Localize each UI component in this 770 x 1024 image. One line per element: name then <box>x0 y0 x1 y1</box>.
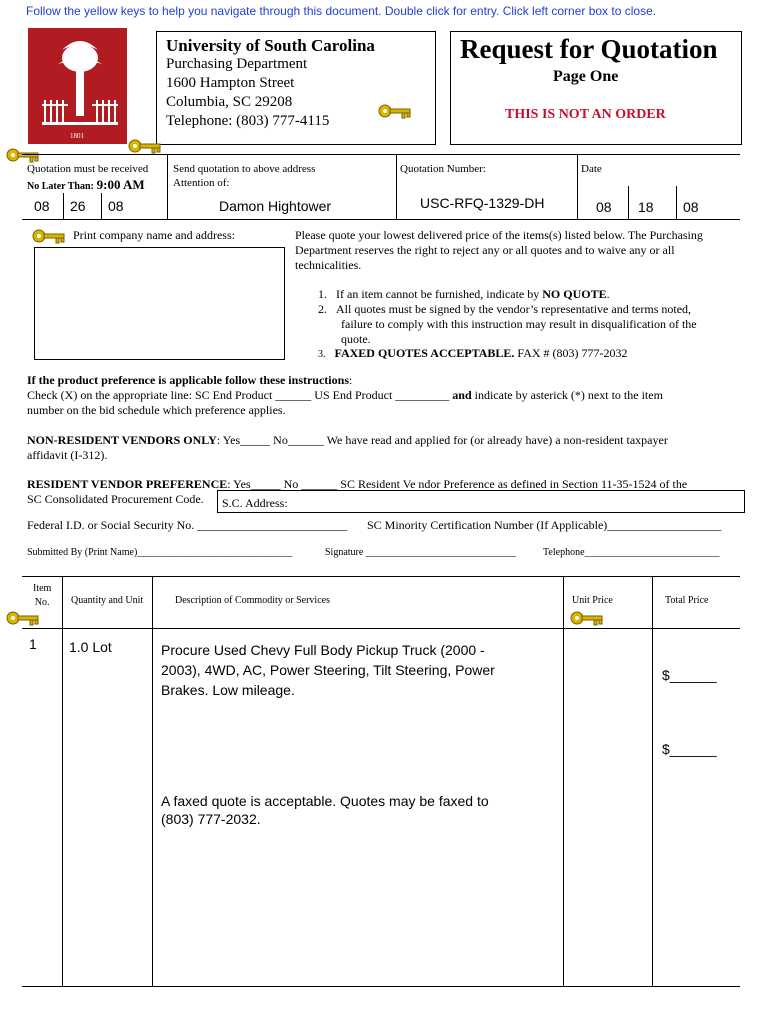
not-order-notice: THIS IS NOT AN ORDER <box>505 107 666 122</box>
row-quantity[interactable]: 1.0 Lot <box>69 639 112 655</box>
instructions-intro: Please quote your lowest delivered price of the items(s) listed below. The Purchasing Department reserves the right to reject any or all quotes and to waive any or all technicalities. <box>295 228 703 272</box>
department: Purchasing Department <box>166 56 308 72</box>
col-header-item-no: Item No. <box>33 583 52 608</box>
key-icon[interactable] <box>6 146 40 164</box>
row-description[interactable]: Procure Used Chevy Full Body Pickup Truck (2000 - 2003), 4WD, AC, Power Steering, Tilt Steering, Power Brakes. Low mileage. <box>161 642 495 698</box>
university-name: University of South Carolina <box>166 36 375 55</box>
date-divider <box>63 193 64 219</box>
col-header-quantity: Quantity and Unit <box>71 595 144 606</box>
date-day[interactable]: 18 <box>638 199 654 215</box>
divider <box>577 154 578 219</box>
fax-note: A faxed quote is acceptable. Quotes may be faxed to (803) 777-2032. <box>161 793 489 827</box>
company-address-field[interactable] <box>34 247 285 360</box>
table-top-border <box>22 576 740 577</box>
federal-id-label: Federal I.D. or Social Security No. _________________________ <box>27 518 348 532</box>
key-icon[interactable] <box>128 137 162 155</box>
minority-cert-label: SC Minority Certification Number (If Applicable)___________________ <box>367 518 722 532</box>
instruction-1: 1. If an item cannot be furnished, indicate by NO QUOTE. <box>318 287 610 301</box>
page-label: Page One <box>553 68 619 85</box>
telephone-field-label: Telephone___________________________ <box>543 547 720 558</box>
resident-line: RESIDENT VENDOR PREFERENCE: Yes_____ No ______ SC Resident Ve ndor Preference as defined in Section 11-35-1524 of the <box>27 477 688 491</box>
table-col-divider <box>152 576 153 986</box>
date-divider <box>101 193 102 219</box>
table-col-divider <box>652 576 653 986</box>
key-icon[interactable] <box>6 609 40 627</box>
row-total-2[interactable]: $______ <box>662 741 717 757</box>
logo-year: 1801 <box>70 132 84 140</box>
info-row-top <box>22 154 740 155</box>
city: Columbia, SC 29208 <box>166 94 293 110</box>
divider <box>167 154 168 219</box>
send-to-label: Send quotation to above address <box>173 163 316 175</box>
quotation-number-label: Quotation Number: <box>400 163 486 175</box>
telephone: Telephone: (803) 777-4115 <box>166 113 330 129</box>
preference-line-1: Check (X) on the appropriate line: SC End Product ______ US End Product _________ and indicate by asterick (*) next to the item <box>27 388 663 402</box>
divider <box>396 154 397 219</box>
attention-label: Attention of: <box>173 177 230 189</box>
col-header-unit-price: Unit Price <box>572 595 613 606</box>
date-divider <box>628 186 629 219</box>
resident-line-2: SC Consolidated Procurement Code. <box>27 492 204 506</box>
university-logo <box>28 28 127 144</box>
preference-line-2: number on the bid schedule which preference applies. <box>27 403 286 417</box>
non-resident-line: NON-RESIDENT VENDORS ONLY: Yes_____ No______ We have read and applied for (or already have) a non-resident taxpayer <box>27 433 668 447</box>
table-header-bottom <box>22 628 740 629</box>
deadline-month[interactable]: 08 <box>34 198 50 214</box>
table-bottom-border <box>22 986 740 987</box>
row-total-1[interactable]: $______ <box>662 667 717 683</box>
deadline-year[interactable]: 08 <box>108 198 124 214</box>
instruction-2-cont: failure to comply with this instruction may result in disqualification of the quote. <box>341 317 697 346</box>
company-label: Print company name and address: <box>73 228 235 242</box>
row-item-no[interactable]: 1 <box>29 636 37 652</box>
date-year[interactable]: 08 <box>683 199 699 215</box>
table-col-divider <box>563 576 564 986</box>
date-month[interactable]: 08 <box>596 199 612 215</box>
submitted-by-label: Submitted By (Print Name)_______________________________ <box>27 547 293 558</box>
key-icon[interactable] <box>570 609 604 627</box>
info-row-bottom <box>22 219 740 220</box>
sc-address-label: S.C. Address: <box>222 496 288 510</box>
key-icon[interactable] <box>32 227 66 245</box>
no-later-label: No Later Than: 9:00 AM <box>27 177 145 192</box>
attention-name[interactable]: Damon Hightower <box>219 198 332 214</box>
instruction-2: 2. All quotes must be signed by the vendor’s representative and terms noted, <box>318 302 692 316</box>
instruction-3: 3. FAXED QUOTES ACCEPTABLE. FAX # (803) 777-2032 <box>318 346 628 360</box>
signature-label: Signature ______________________________ <box>325 547 516 558</box>
key-icon[interactable] <box>378 102 412 120</box>
deadline-day[interactable]: 26 <box>70 198 86 214</box>
doc-title: Request for Quotation <box>460 34 718 64</box>
table-col-divider <box>62 576 63 986</box>
date-divider <box>676 186 677 219</box>
deadline-time: 9:00 AM <box>96 177 145 192</box>
non-resident-line-2: affidavit (I-312). <box>27 448 108 462</box>
date-label: Date <box>581 163 602 175</box>
sc-address-field[interactable] <box>217 490 745 513</box>
preference-heading: If the product preference is applicable follow these instructions: <box>27 373 353 387</box>
must-receive-label: Quotation must be received <box>27 163 149 175</box>
col-header-description: Description of Commodity or Services <box>175 595 330 606</box>
instruction-banner: Follow the yellow keys to help you navigate through this document. Double click for entry. Click left corner box to close. <box>26 4 657 18</box>
street: 1600 Hampton Street <box>166 75 295 91</box>
quotation-number[interactable]: USC-RFQ-1329-DH <box>420 195 545 211</box>
col-header-total-price: Total Price <box>665 595 709 606</box>
